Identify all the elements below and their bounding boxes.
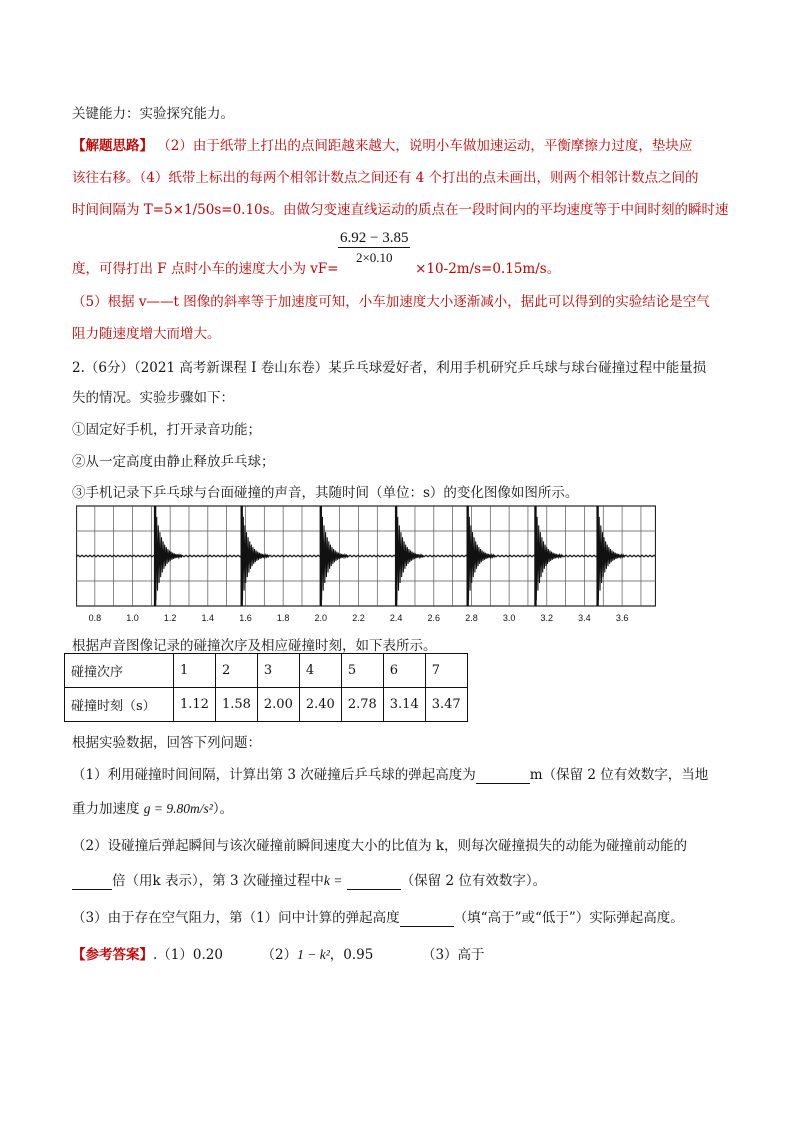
answer-blank-3[interactable]: [347, 873, 401, 890]
cell-order-7: 7: [425, 654, 467, 688]
collision-table: [64, 653, 468, 722]
sub-question-2-line-1: （2）设碰撞后弹起瞬间与该次碰撞前瞬间速度大小的比值为 k，则每次碰撞损失的动能为碰撞前动能的: [72, 838, 688, 854]
answer-2-pre: （2）: [261, 947, 298, 963]
cell-time-2: 1.58: [215, 688, 257, 722]
table-intro: 根据声音图像记录的碰撞次序及相应碰撞时刻，如下表所示。: [72, 638, 437, 654]
answer-2-post: ，0.95: [329, 947, 374, 963]
x-tick-label: 2.4: [389, 613, 403, 623]
sub-question-2-line-2: [72, 869, 546, 890]
cell-time-5: 2.78: [341, 688, 383, 722]
row-header-order: 碰撞次序: [65, 654, 174, 688]
analysis-line-1: [72, 134, 692, 154]
velocity-text-post: ×10-2m/s=0.15m/s。: [415, 261, 561, 277]
gravity-formula: g = 9.80m/s²: [143, 801, 213, 816]
x-tick-label: 2.6: [427, 613, 441, 623]
cell-order-1: 1: [174, 654, 216, 688]
k-symbol: k =: [323, 873, 343, 888]
cell-order-2: 2: [215, 654, 257, 688]
cell-order-5: 5: [341, 654, 383, 688]
answer-blank-1[interactable]: [476, 767, 530, 784]
questions-intro: 根据实验数据，回答下列问题：: [72, 735, 261, 751]
cell-time-6: 3.14: [383, 688, 425, 722]
sub-question-2-text: 倍（用k 表示），第 3 次碰撞过程中: [112, 873, 324, 889]
x-tick-label: 1.8: [276, 613, 290, 623]
x-tick-label: 0.8: [88, 613, 102, 623]
answer-blank-4[interactable]: [400, 910, 454, 927]
x-tick-label: 1.4: [201, 613, 215, 623]
velocity-text-pre: 度，可得打出 F 点时小车的速度大小为 vF=: [72, 261, 339, 277]
sound-waveform-chart: [76, 505, 656, 627]
x-tick-label: 3.2: [540, 613, 554, 623]
analysis-line-2: 该往右移。（4）纸带上标出的每两个相邻计数点之间还有 4 个打出的点未画出，则两个相邻计数点之间的: [72, 170, 699, 186]
collision-burst-6: [536, 506, 563, 600]
question-2-line-2: 失的情况。实验步骤如下：: [72, 390, 234, 406]
x-tick-label: 1.6: [239, 613, 252, 623]
collision-burst-7: [598, 506, 625, 600]
cell-order-4: 4: [299, 654, 341, 688]
analysis-label: 【解题思路】: [72, 138, 153, 154]
x-tick-label: 3.0: [502, 613, 516, 623]
cell-time-7: 3.47: [425, 688, 467, 722]
table-row: [65, 654, 468, 688]
reference-answer: [72, 943, 485, 963]
analysis-line-4: [72, 257, 560, 277]
sub-question-1-text: （1）利用碰撞时间间隔，计算出第 3 次碰撞后乒乓球的弹起高度为: [72, 767, 476, 783]
gravity-close: ）。: [212, 801, 234, 817]
cell-order-6: 6: [383, 654, 425, 688]
collision-burst-1: [155, 506, 182, 600]
cell-time-3: 2.00: [257, 688, 299, 722]
answer-1: .（1）0.20: [153, 947, 223, 963]
key-ability: 关键能力：实验探究能力。: [72, 106, 234, 122]
x-tick-label: 2.0: [314, 613, 328, 623]
sub-question-3-text: （3）由于存在空气阻力，第（1）问中计算的弹起高度: [72, 910, 400, 926]
analysis-text-1: （2）由于纸带上打出的点间距越来越大，说明小车做加速运动，平衡摩擦力过度，垫块应: [157, 138, 693, 154]
cell-time-4: 2.40: [299, 688, 341, 722]
cell-time-1: 1.12: [174, 688, 216, 722]
answer-label: 【参考答案】: [72, 947, 153, 963]
fraction-denominator: 2×0.10: [355, 250, 393, 265]
x-tick-label: 1.2: [163, 613, 177, 623]
analysis-line-3: 时间间隔为 T=5×1/50s=0.10s。由做匀变速直线运动的质点在一段时间内的平均速度等于中间时刻的瞬时速: [72, 202, 729, 218]
x-tick-label: 3.6: [615, 613, 629, 623]
step-1: ①固定好手机，打开录音功能；: [72, 422, 261, 438]
sub-question-3-text-post: （填“高于”或“低于”）实际弹起高度。: [453, 910, 684, 926]
sub-question-1-line-2: [72, 797, 233, 817]
answer-3: （3）高于: [421, 947, 485, 963]
sub-question-1-text-post: m（保留 2 位有效数字，当地: [529, 767, 709, 783]
x-tick-labels: [89, 613, 629, 623]
cell-order-3: 3: [257, 654, 299, 688]
sub-question-1-line-1: [72, 763, 708, 784]
sub-question-3: [72, 906, 684, 927]
x-tick-label: 2.8: [465, 613, 478, 623]
fraction-numerator: 6.92 − 3.85: [340, 230, 409, 246]
analysis-line-5: （5）根据 v——t 图像的斜率等于加速度可知，小车加速度大小逐渐减小，据此可以得到的实验结论是空气: [72, 294, 710, 310]
x-tick-label: 1.0: [126, 613, 139, 623]
collision-burst-3: [321, 506, 348, 600]
answer-2-formula: 1 − k²: [297, 947, 330, 962]
row-header-time: 碰撞时刻（s）: [65, 688, 174, 722]
x-tick-label: 2.2: [352, 613, 365, 623]
collision-burst-4: [396, 506, 423, 600]
gravity-label: 重力加速度: [72, 801, 140, 817]
x-tick-label: 3.4: [578, 613, 591, 623]
question-2-line-1: 2.（6分）（2021 高考新课程 I 卷山东卷）某乒乓球爱好者，利用手机研究乒乓球与球台碰撞过程中能量损: [72, 360, 707, 376]
step-3: ③手机记录下乒乓球与台面碰撞的声音，其随时间（单位：s）的变化图像如图所示。: [72, 485, 579, 501]
step-2: ②从一定高度由静止释放乒乓球；: [72, 454, 275, 470]
answer-blank-2[interactable]: [72, 873, 112, 890]
sub-question-2-text-post: （保留 2 位有效数字）。: [400, 873, 547, 889]
analysis-line-6: 阻力随速度增大而增大。: [72, 326, 221, 342]
table-row: [65, 688, 468, 722]
